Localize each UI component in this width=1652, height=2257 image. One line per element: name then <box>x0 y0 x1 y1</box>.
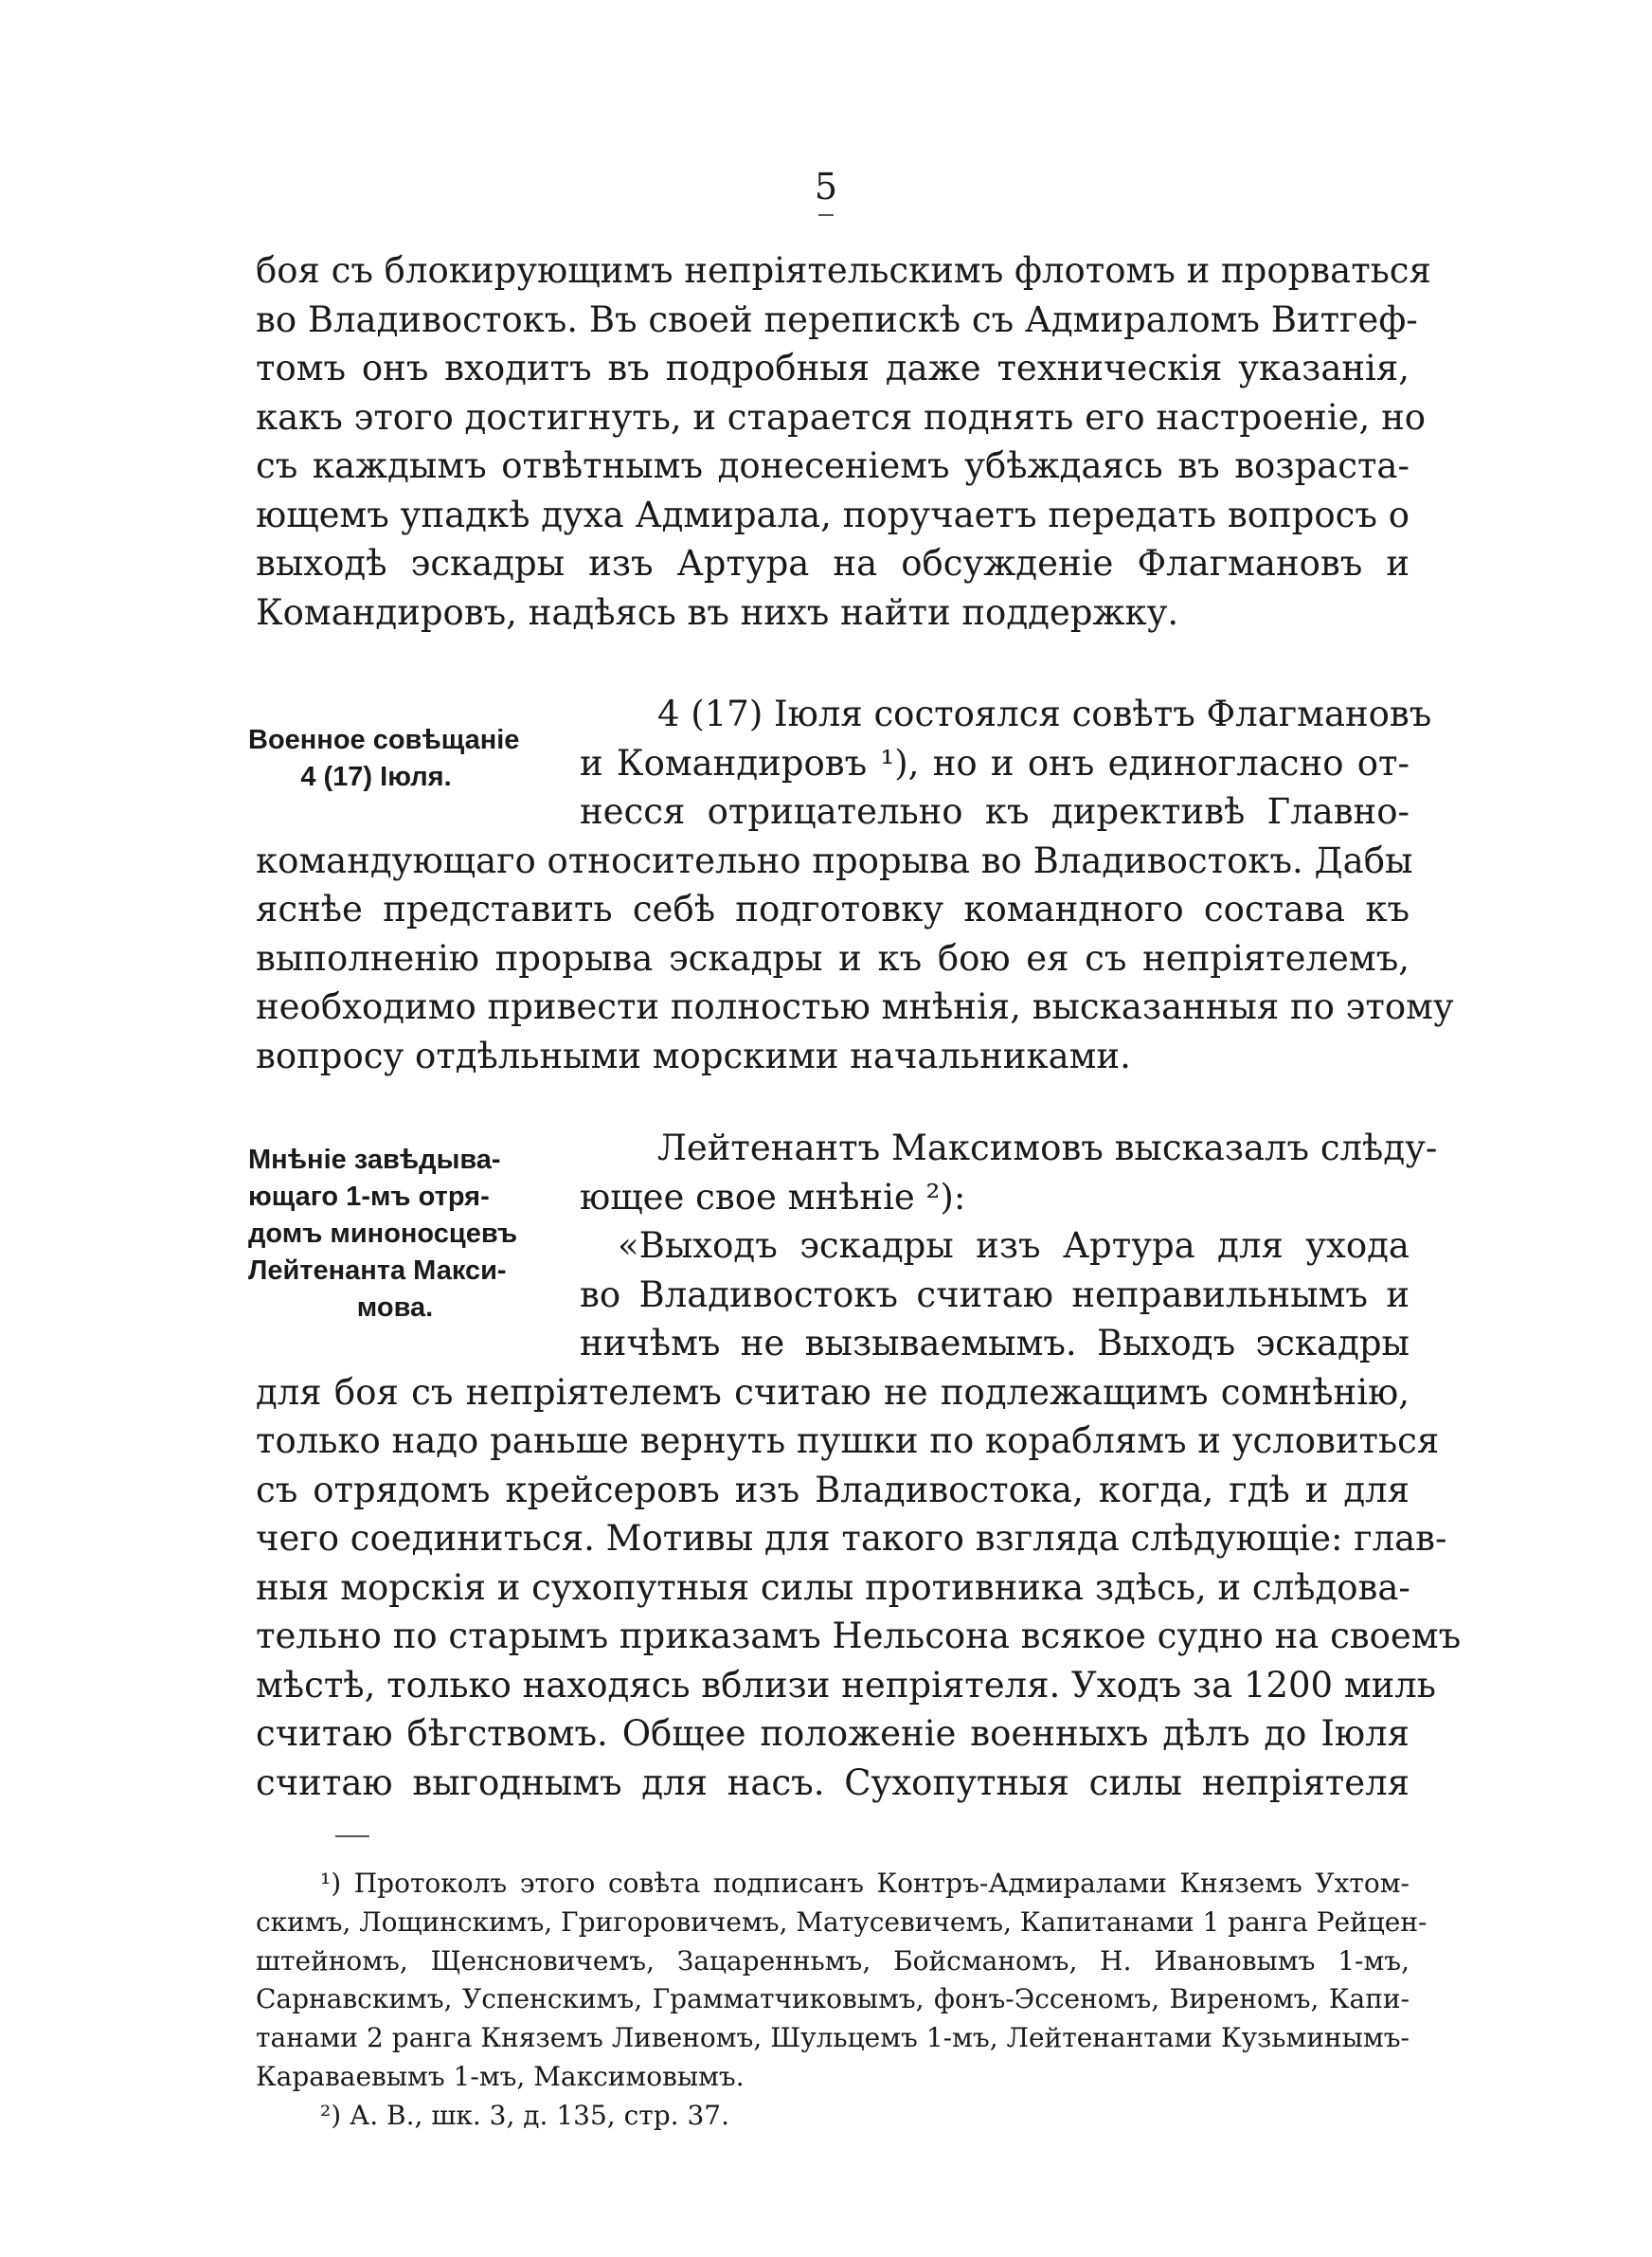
text-line: «Выходъ эскадры изъ Артура для ухода <box>618 1225 1410 1266</box>
margin-note-maximov-opinion <box>248 1142 561 1327</box>
text-line: командующаго относительно прорыва во Владивостокъ. Дабы <box>256 840 1413 881</box>
paragraph-2 <box>256 837 1454 1081</box>
footnote-line: ¹) Протоколъ этого совѣта подписанъ Контръ-Адмиралами Княземъ Ухтом- <box>320 1868 1410 1899</box>
text-line: яснѣе представить себѣ подготовку командного состава къ <box>256 889 1410 930</box>
text-line: во Владивостокъ. Въ своей перепискѣ съ Адмираломъ Витгеф- <box>256 298 1418 340</box>
margin-note-line: мова. <box>356 1292 434 1323</box>
footnote-line: штейномъ, Щенсновичемъ, Зацаренньмъ, Бойсманомъ, Н. Ивановымъ 1-мъ, <box>256 1944 1410 1977</box>
text-line: 4 (17) Іюля состоялся совѣтъ Флагмановъ <box>657 694 1432 734</box>
text-line: во Владивостокъ считаю неправильнымъ и <box>580 1273 1410 1315</box>
text-line: тельно по старымъ приказамъ Нельсона всякое судно на своемъ <box>256 1616 1462 1656</box>
margin-note-line: 4 (17) Іюля. <box>300 762 452 792</box>
footnote-line: Караваевымъ 1-мъ, Максимовымъ. <box>256 2060 745 2092</box>
text-line: вопросу отдѣльными морскими начальниками. <box>256 1035 1131 1076</box>
footnotes <box>256 1865 1428 2136</box>
page-number-underline <box>818 214 834 216</box>
margin-note-line: Военное совѣщаніе <box>248 725 520 755</box>
text-line: Командировъ, надѣясь въ нихъ найти поддержку. <box>256 591 1179 633</box>
text-line: томъ онъ входитъ въ подробныя даже техническія указанія, <box>256 348 1410 388</box>
text-line: несся отрицательно къ директивѣ Главно- <box>580 791 1410 832</box>
text-line: съ каждымъ отвѣтнымъ донесеніемъ убѣждаясь въ возраста- <box>256 445 1410 486</box>
text-line: чего соединиться. Мотивы для такого взгляда слѣдующіе: глав- <box>256 1518 1447 1559</box>
paragraph-1 <box>256 246 1431 637</box>
text-line: Лейтенантъ Максимовъ высказалъ слѣду- <box>657 1128 1438 1168</box>
text-line: выполненію прорыва эскадры и къ бою ея съ непріятелемъ, <box>256 937 1410 979</box>
text-line: для боя съ непріятелемъ считаю не подлежащимъ сомнѣнію, <box>256 1371 1410 1413</box>
text-line: съ отрядомъ крейсеровъ изъ Владивостока, когда, гдѣ и для <box>256 1469 1410 1510</box>
margin-note-line: ющаго 1-мъ отря- <box>248 1182 490 1212</box>
footnote-line: Сарнавскимъ, Успенскимъ, Грамматчиковымъ, фонъ-Эссеномъ, Виреномъ, Капи- <box>256 1983 1410 2015</box>
footnote-separator <box>335 1835 369 1837</box>
paragraph-3 <box>256 1368 1462 1808</box>
margin-note-line: Мнѣніе завѣдыва- <box>248 1145 501 1175</box>
margin-note-military-council <box>248 722 561 796</box>
text-line: какъ этого достигнуть, и старается поднять его настроеніе, но <box>256 396 1427 438</box>
footnote-line: ²) А. В., шк. 3, д. 135, стр. 37. <box>320 2099 729 2131</box>
paragraph-2-indented <box>580 690 1432 837</box>
margin-note-line: домъ миноносцевъ <box>248 1219 518 1249</box>
page-number: 5 <box>814 166 838 208</box>
text-line: только надо раньше вернуть пушки по кораблямъ и условиться <box>256 1420 1440 1461</box>
text-line: боя съ блокирующимъ непріятельскимъ флотомъ и прорваться <box>256 250 1431 291</box>
margin-note-line: Лейтенанта Макси- <box>248 1255 507 1286</box>
text-line: считаю бѣгствомъ. Общее положеніе военныхъ дѣлъ до Іюля <box>256 1713 1410 1754</box>
text-line: считаю выгоднымъ для насъ. Сухопутныя силы непріятеля <box>256 1761 1410 1803</box>
footnote-line: танами 2 ранга Княземъ Ливеномъ, Шульцемъ 1-мъ, Лейтенантами Кузьминымъ- <box>256 2022 1410 2054</box>
footnote-line: скимъ, Лощинскимъ, Григоровичемъ, Матусевичемъ, Капитанами 1 ранга Рейцен- <box>256 1905 1428 1938</box>
text-line: ныя морскія и сухопутныя силы противника здѣсь, и слѣдова- <box>256 1566 1410 1608</box>
text-line: мѣстѣ, только находясь вблизи непріятеля. Уходъ за 1200 миль <box>256 1664 1436 1706</box>
paragraph-3-indented <box>580 1124 1438 1368</box>
text-line: ничѣмъ не вызываемымъ. Выходъ эскадры <box>580 1323 1410 1363</box>
text-line: ющемъ упадкѣ духа Адмирала, поручаетъ передать вопросъ о <box>256 494 1410 535</box>
text-line: ющее свое мнѣніе ²): <box>580 1176 966 1218</box>
text-line: и Командировъ ¹), но и онъ единогласно от- <box>580 742 1410 784</box>
text-line: необходимо привести полностью мнѣнія, высказанныя по этому <box>256 986 1454 1027</box>
text-line: выходѣ эскадры изъ Артура на обсужденіе Флагмановъ и <box>256 543 1410 584</box>
